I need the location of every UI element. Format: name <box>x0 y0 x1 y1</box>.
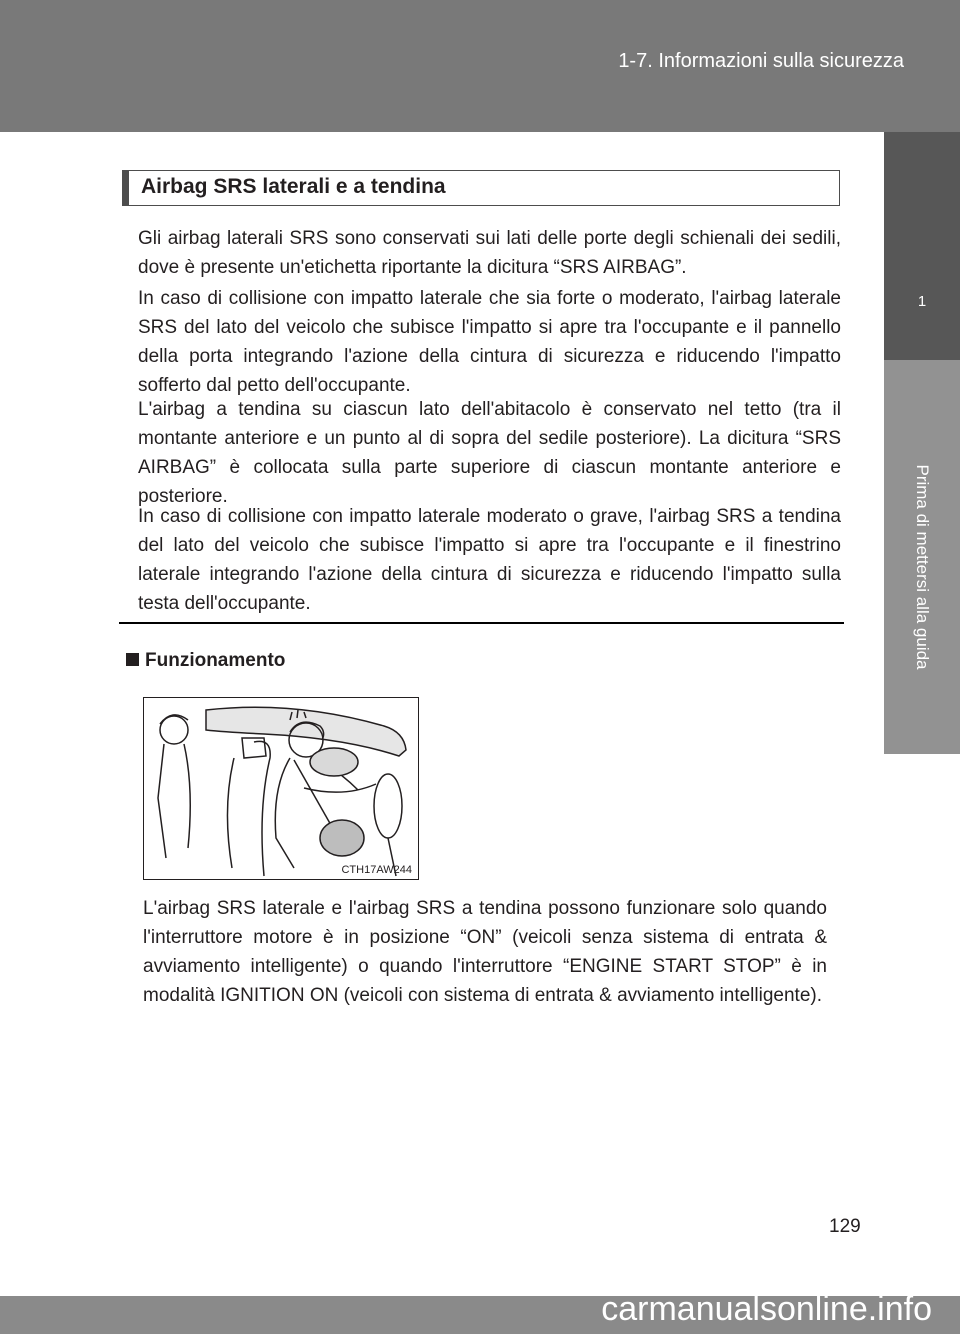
bullet-square-icon <box>126 653 139 666</box>
airbag-illustration <box>143 697 419 880</box>
divider <box>119 622 844 624</box>
chapter-section-title: 1-7. Informazioni sulla sicurezza <box>618 50 904 72</box>
subsection-heading-text: Funzionamento <box>145 650 286 671</box>
paragraph-storage: Gli airbag laterali SRS sono conservati sui lati delle porte degli schienali dei sedili, dove è presente un'etichetta riportante la dicitura “SRS AIRBAG”. <box>138 228 841 278</box>
paragraph-curtain-storage: L'airbag a tendina su ciascun lato dell'abitacolo è conservato nel tetto (tra il montante anteriore e un punto al di sopra del sedile posteriore). La dicitura “SRS AIRBAG” è collocata sulla parte superiore di ciascun montante anteriore e posteriore. <box>138 399 841 507</box>
paragraph-side-airbag: In caso di collisione con impatto laterale che sia forte o moderato, l'airbag laterale SRS del lato del veicolo che subisce l'impatto si apre tra l'occupante e il pannello della porta integrando l'azione della cintura di sicurezza e riducendo l'impatto sofferto dal petto dell'occupante. <box>138 288 841 396</box>
airbag-illustration-drawing <box>144 698 418 879</box>
side-tab-label: Prima di mettersi alla guida <box>913 464 932 670</box>
paragraph-curtain-deploy: In caso di collisione con impatto laterale moderato o grave, l'airbag SRS a tendina del lato del veicolo che subisce l'impatto si apre tra l'occupante e il finestrino laterale integrando l'azione della cintura di sicurezza e riducendo l'impatto sulla testa dell'occupante. <box>138 506 841 614</box>
section-title: Airbag SRS laterali e a tendina <box>141 175 446 198</box>
figure-code: CTH17AW244 <box>341 864 412 876</box>
operation-paragraph: L'airbag SRS laterale e l'airbag SRS a tendina possono funzionare solo quando l'interruttore motore è in posizione “ON” (veicoli senza sistema di entrata & avviamento intelligente) o quando l'interruttore “ENGINE START STOP” è in modalità IGNITION ON (veicoli con sistema di entrata & avviamento intelligente). <box>143 898 827 1006</box>
side-tab-number: 1 <box>917 293 927 310</box>
side-tab-top <box>884 132 960 360</box>
page-number: 129 <box>829 1216 861 1237</box>
watermark: carmanualsonline.info <box>601 1290 932 1328</box>
subsection-heading <box>126 650 285 672</box>
